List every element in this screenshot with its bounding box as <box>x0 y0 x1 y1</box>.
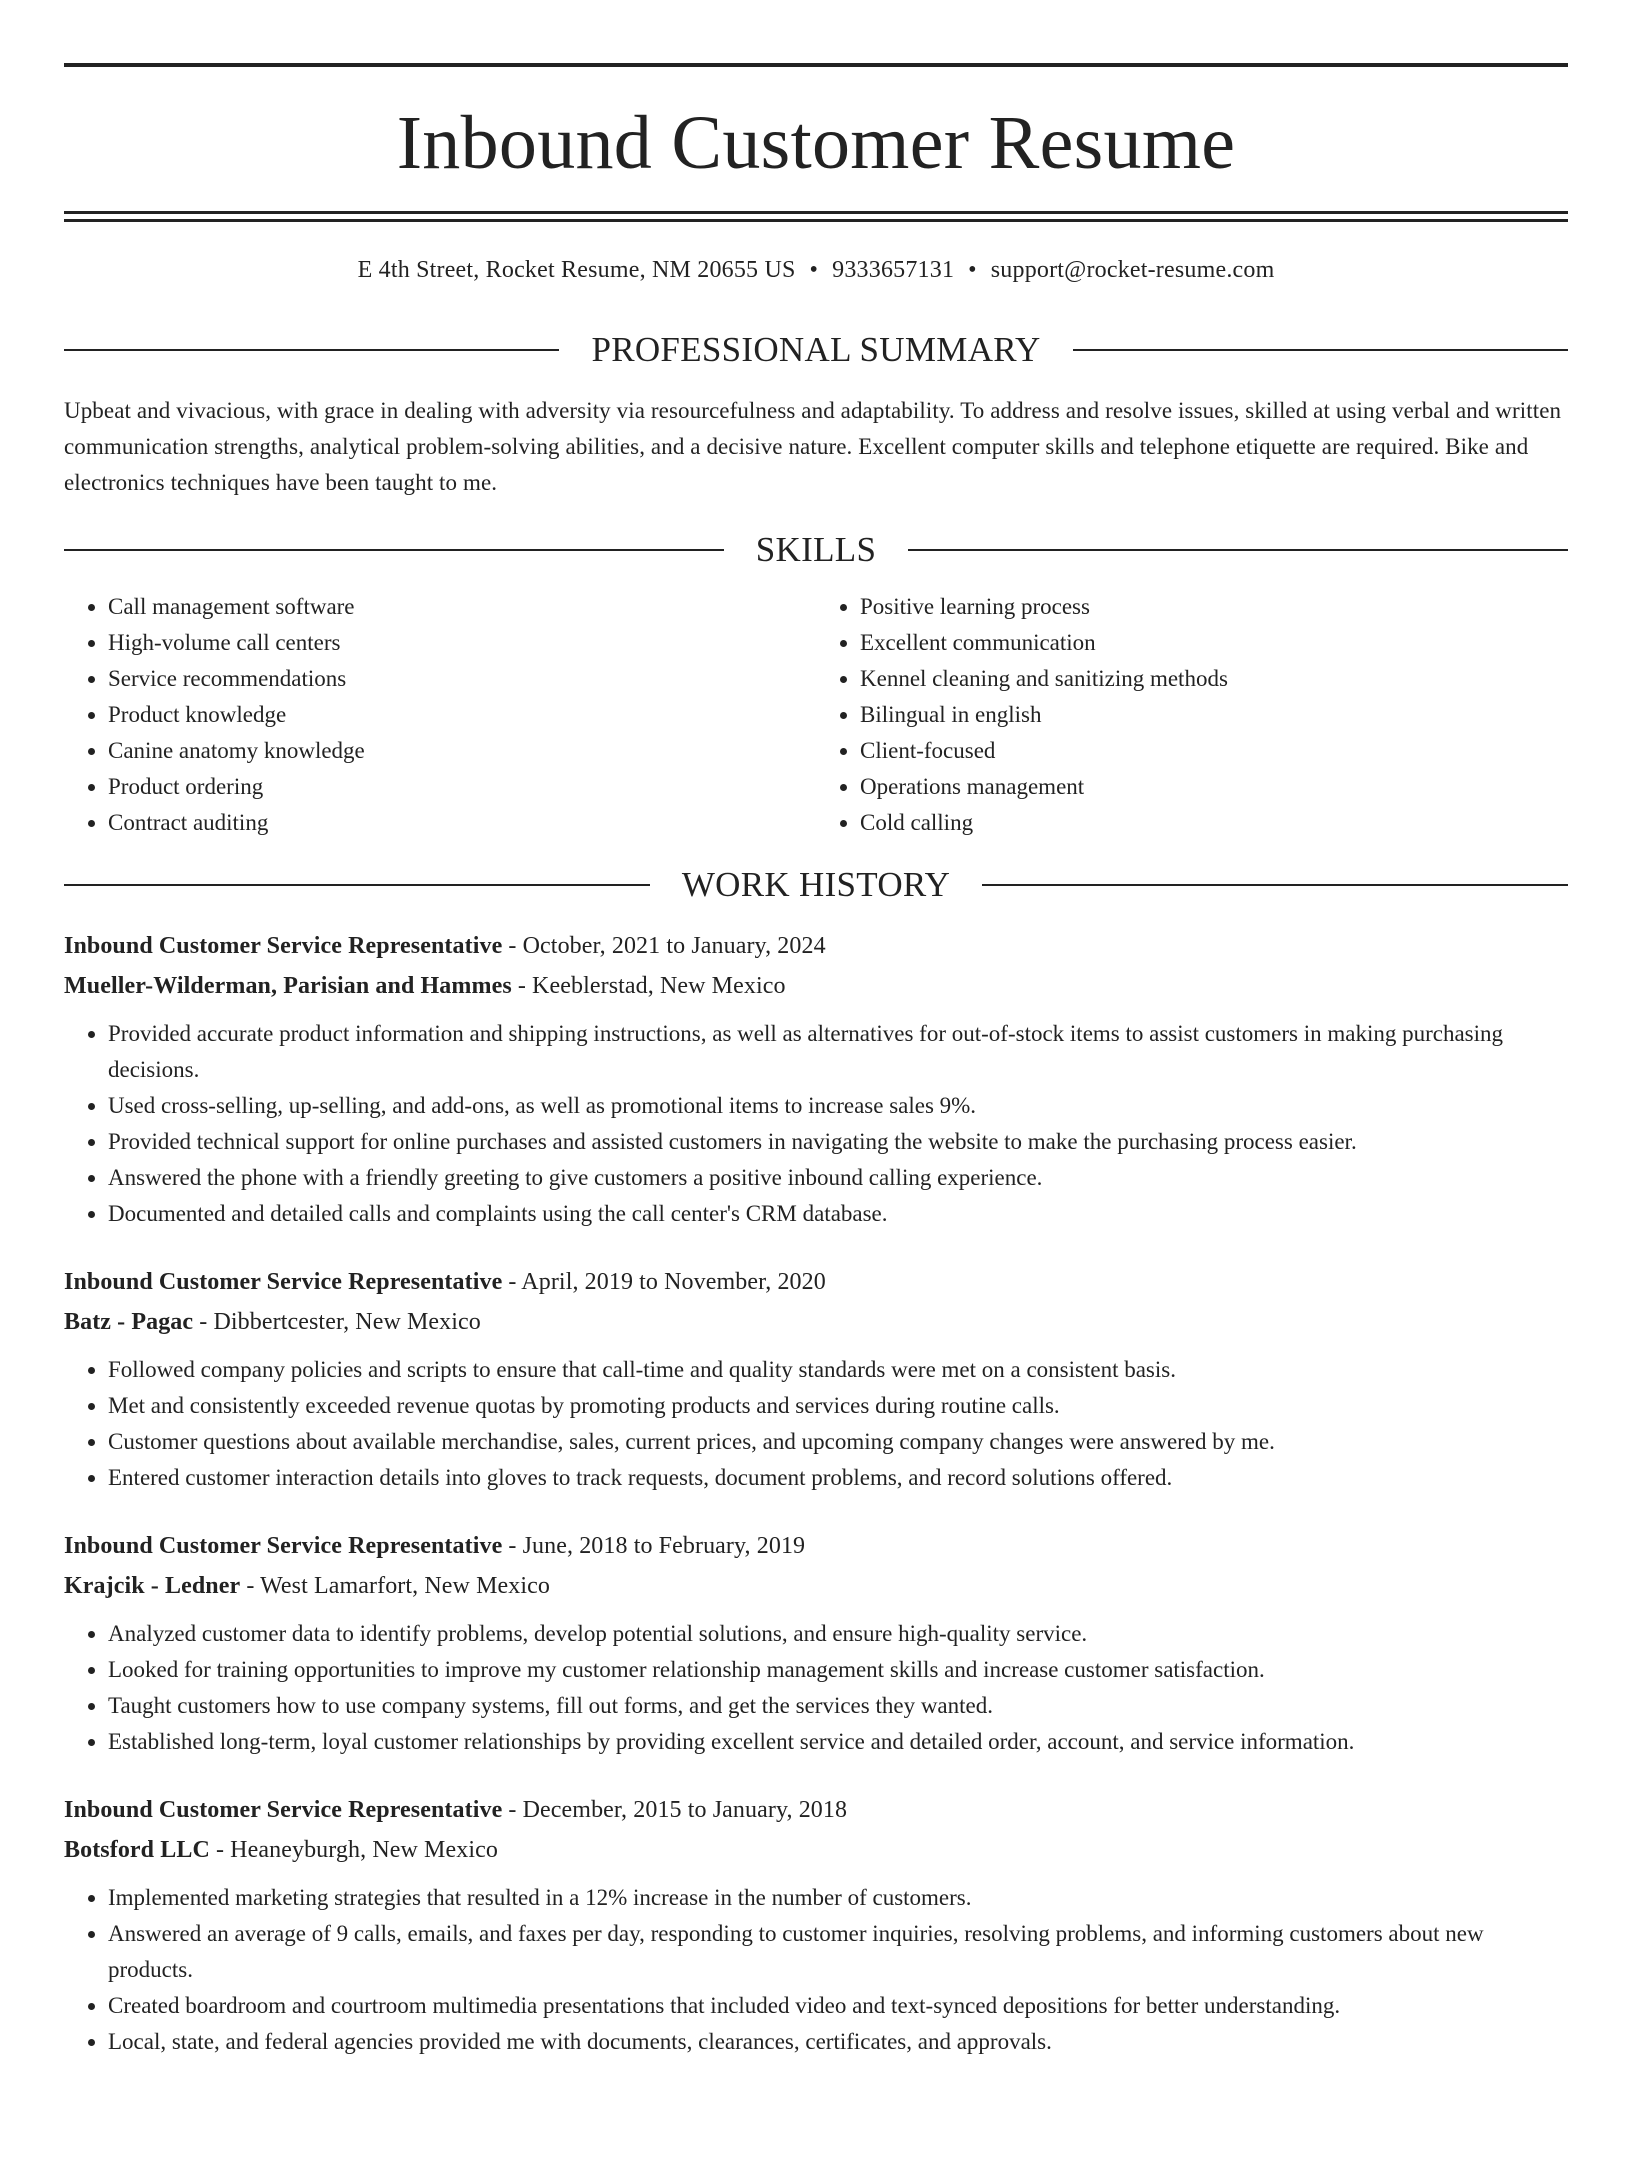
skill-item: • Client-focused <box>860 733 1568 769</box>
job-dates: - December, 2015 to January, 2018 <box>502 1797 848 1823</box>
contact-phone: 9333657131 <box>832 257 955 283</box>
job-title: Inbound Customer Service Representative <box>64 1269 503 1295</box>
job-company: Krajcik - Ledner <box>64 1573 241 1599</box>
job-company: Botsford LLC <box>64 1837 210 1863</box>
job-entry <box>64 926 1568 1232</box>
job-bullet: • Provided accurate product information and shipping instructions, as well as alternatives for out-of-stock items to assist customers in making purchasing decisions. <box>108 1016 1568 1088</box>
contact-separator: • <box>809 257 819 283</box>
contact-address: E 4th Street, Rocket Resume, NM 20655 US <box>357 257 796 283</box>
job-bullet: • Customer questions about available merchandise, sales, current prices, and upcoming company changes were answered by me. <box>108 1424 1568 1460</box>
title-double-rule <box>64 211 1568 222</box>
job-company-line <box>64 1302 1568 1342</box>
section-heading-label: SKILLS <box>755 530 877 569</box>
contact-email: support@rocket-resume.com <box>990 257 1275 283</box>
job-company: Batz - Pagac <box>64 1309 194 1335</box>
job-entry <box>64 1790 1568 2060</box>
job-bullets <box>64 1352 1568 1496</box>
job-bullet: • Looked for training opportunities to improve my customer relationship management skills and increase customer satisfaction. <box>108 1652 1568 1688</box>
job-dates: - April, 2019 to November, 2020 <box>502 1269 826 1295</box>
job-bullet: • Answered an average of 9 calls, emails, and faxes per day, responding to customer inquiries, resolving problems, and informing customers about new products. <box>108 1916 1568 1988</box>
skill-item: • Call management software <box>108 589 816 625</box>
heading-rule-right <box>908 549 1568 551</box>
job-company-line <box>64 966 1568 1006</box>
job-bullet: • Analyzed customer data to identify problems, develop potential solutions, and ensure high-quality service. <box>108 1616 1568 1652</box>
job-bullet: • Used cross-selling, up-selling, and add-ons, as well as promotional items to increase sales 9%. <box>108 1088 1568 1124</box>
job-bullet: • Entered customer interaction details into gloves to track requests, document problems, and record solutions offered. <box>108 1460 1568 1496</box>
resume-page <box>0 63 1632 2175</box>
heading-rule-right <box>982 884 1568 886</box>
job-dates: - June, 2018 to February, 2019 <box>502 1533 806 1559</box>
skill-item: • Canine anatomy knowledge <box>108 733 816 769</box>
resume-title: Inbound Customer Resume <box>396 101 1236 185</box>
skill-item: • Contract auditing <box>108 805 816 841</box>
skills-list-right <box>816 589 1568 841</box>
job-title-line <box>64 1790 1568 1830</box>
section-heading-label: WORK HISTORY <box>681 865 951 904</box>
job-bullet: • Implemented marketing strategies that resulted in a 12% increase in the number of customers. <box>108 1880 1568 1916</box>
job-bullet: • Followed company policies and scripts to ensure that call-time and quality standards were met on a consistent basis. <box>108 1352 1568 1388</box>
job-location: - Heaneyburgh, New Mexico <box>209 1837 498 1863</box>
job-location: - West Lamarfort, New Mexico <box>240 1573 550 1599</box>
job-company: Mueller-Wilderman, Parisian and Hammes <box>64 973 512 999</box>
contact-separator: • <box>968 257 977 283</box>
job-title: Inbound Customer Service Representative <box>64 933 503 959</box>
job-dates: - October, 2021 to January, 2024 <box>502 933 826 959</box>
skill-item: • Product ordering <box>108 769 816 805</box>
skill-item: • High-volume call centers <box>108 625 816 661</box>
section-heading-label: PROFESSIONAL SUMMARY <box>591 330 1041 369</box>
job-entry <box>64 1262 1568 1496</box>
heading-rule-left <box>64 884 650 886</box>
section-heading-summary <box>64 332 1568 367</box>
job-bullet: • Local, state, and federal agencies provided me with documents, clearances, certificates, and approvals. <box>108 2024 1568 2060</box>
job-company-line <box>64 1830 1568 1870</box>
job-bullet: • Created boardroom and courtroom multimedia presentations that included video and text-synced depositions for better understanding. <box>108 1988 1568 2024</box>
job-title-line <box>64 1526 1568 1566</box>
job-location: - Keeblerstad, New Mexico <box>511 973 786 999</box>
job-bullets <box>64 1016 1568 1232</box>
skill-item: • Excellent communication <box>860 625 1568 661</box>
job-location: - Dibbertcester, New Mexico <box>193 1309 481 1335</box>
job-title: Inbound Customer Service Representative <box>64 1797 503 1823</box>
section-heading-work-history <box>64 867 1568 902</box>
job-bullet: • Established long-term, loyal customer relationships by providing excellent service and detailed order, account, and service information. <box>108 1724 1568 1760</box>
job-bullets <box>64 1880 1568 2060</box>
heading-rule-right <box>1073 349 1568 351</box>
skill-item: • Operations management <box>860 769 1568 805</box>
skill-item: • Product knowledge <box>108 697 816 733</box>
job-bullet: • Met and consistently exceeded revenue quotas by promoting products and services during routine calls. <box>108 1388 1568 1424</box>
job-bullets <box>64 1616 1568 1760</box>
job-title-line <box>64 1262 1568 1302</box>
skill-item: • Service recommendations <box>108 661 816 697</box>
skill-item: • Positive learning process <box>860 589 1568 625</box>
heading-rule-left <box>64 549 724 551</box>
job-company-line <box>64 1566 1568 1606</box>
job-bullet: • Answered the phone with a friendly greeting to give customers a positive inbound calling experience. <box>108 1160 1568 1196</box>
skills-list-left <box>64 589 816 841</box>
heading-rule-left <box>64 349 559 351</box>
section-heading-skills <box>64 532 1568 567</box>
job-bullet: • Provided technical support for online purchases and assisted customers in navigating the website to make the purchasing process easier. <box>108 1124 1568 1160</box>
job-title-line <box>64 926 1568 966</box>
skill-item: • Bilingual in english <box>860 697 1568 733</box>
skills-columns <box>64 589 1568 841</box>
skill-item: • Kennel cleaning and sanitizing methods <box>860 661 1568 697</box>
skill-item: • Cold calling <box>860 805 1568 841</box>
job-entry <box>64 1526 1568 1760</box>
job-bullet: • Documented and detailed calls and complaints using the call center's CRM database. <box>108 1196 1568 1232</box>
summary-text: Upbeat and vivacious, with grace in dealing with adversity via resourcefulness and adaptability. To address and resolve issues, skilled at using verbal and written communication strengths, analytical problem-solving abilities, and a decisive nature. Excellent computer skills and telephone etiquette are required. Bike and electronics techniques have been taught to me. <box>64 398 1562 495</box>
top-rule <box>64 63 1568 67</box>
job-title: Inbound Customer Service Representative <box>64 1533 503 1559</box>
contact-line <box>64 258 1568 282</box>
job-bullet: • Taught customers how to use company systems, fill out forms, and get the services they wanted. <box>108 1688 1568 1724</box>
